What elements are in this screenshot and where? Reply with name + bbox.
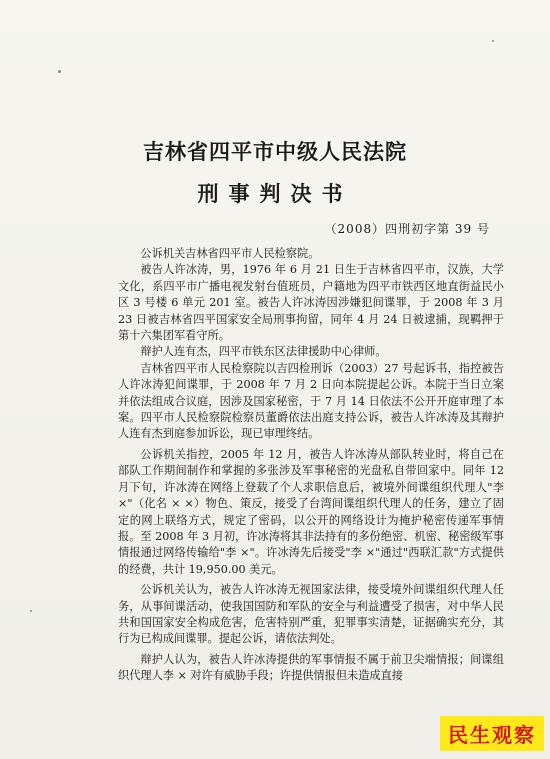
scan-speck <box>58 70 61 73</box>
paragraph-charges: 公诉机关指控，2005 年 12 月，被告人许冰涛从部队转业时，将自己在部队工作期间制作和掌握的多张涉及军事秘密的光盘私自带回家中。同年 12 月下旬，许冰涛在网络上登载了个人求职信息后，被境外间谍组织代理人"李 ×"（化名 × ×）物色、策反，接受了台湾间谍组织代理人的任务，建立了固定的网上联络方式，规定了密码，以公开的网络设计为掩护秘密传递军事情报。至 2008 年 3 月初，许冰涛将其非法持有的多份绝密、机密、秘密级军事情报通过网络传输给"李 ×"。许冰涛先后接受"李 ×"通过"西联汇款"方式提供的经费，共计 19,950.00 美元。 <box>118 447 504 576</box>
paragraph-defense-counsel: 辩护人连有杰，四平市铁东区法律援助中心律师。 <box>140 345 387 359</box>
watermark-logo: 民生观察 <box>440 716 544 751</box>
scan-speck <box>30 610 32 612</box>
court-name: 吉林省四平市中级人民法院 <box>143 139 407 164</box>
case-number: （2008）四刑初字第 39 号 <box>324 222 490 236</box>
judgment-body <box>118 246 504 685</box>
document-type-title: 刑事判决书 <box>197 181 353 206</box>
paragraph-procedure: 吉林省四平市人民检察院以吉四检刑诉（2003）27 号起诉书，指控被告人许冰涛犯间谍罪，于 2008 年 7 月 2 日向本院提起公诉。本院于当日立案并依法组成合议庭，因涉及国家秘密，于 7 月 14 日依法不公开开庭审理了本案。四平市人民检察院检察员董爵依法出庭支持公诉，被告人许冰涛及其辩护人连有杰到庭参加诉讼，现已审理终结。 <box>118 361 504 441</box>
scan-speck <box>492 40 494 42</box>
paragraph-prosecution-opinion: 公诉机关认为，被告人许冰涛无视国家法律，接受境外间谍组织代理人任务，从事间谍活动，使我国国防和军队的安全与利益遭受了损害，对中华人民共和国国家安全构成危害，危害特别严重，犯罪事实清楚，证据确实充分，其行为已构成间谍罪。提起公诉，请依法判处。 <box>118 583 504 646</box>
paragraph-defense-opinion: 辩护人认为，被告人许冰涛提供的军事情报不属于前卫尖端情报；间谍组织代理人李 × 对许有威胁手段；许提供情报但未造成直接 <box>118 652 504 683</box>
paragraph-prosecutor: 公诉机关吉林省四平市人民检察院。 <box>140 247 320 260</box>
paragraph-defendant: 被告人许冰涛，男，1976 年 6 月 21 日生于吉林省四平市，汉族，大学文化，系四平市广播电视发射台值班员，户籍地为四平市铁西区地直街益民小区 3 号楼 6 单元 201 室。被告人许冰涛因涉嫌犯间谍罪，于 2008 年 3 月 23 日被吉林省四平国家安全局刑事拘留，同年 4 月 24 日被逮捕，现羁押于第十六集团军看守所。 <box>118 263 504 343</box>
